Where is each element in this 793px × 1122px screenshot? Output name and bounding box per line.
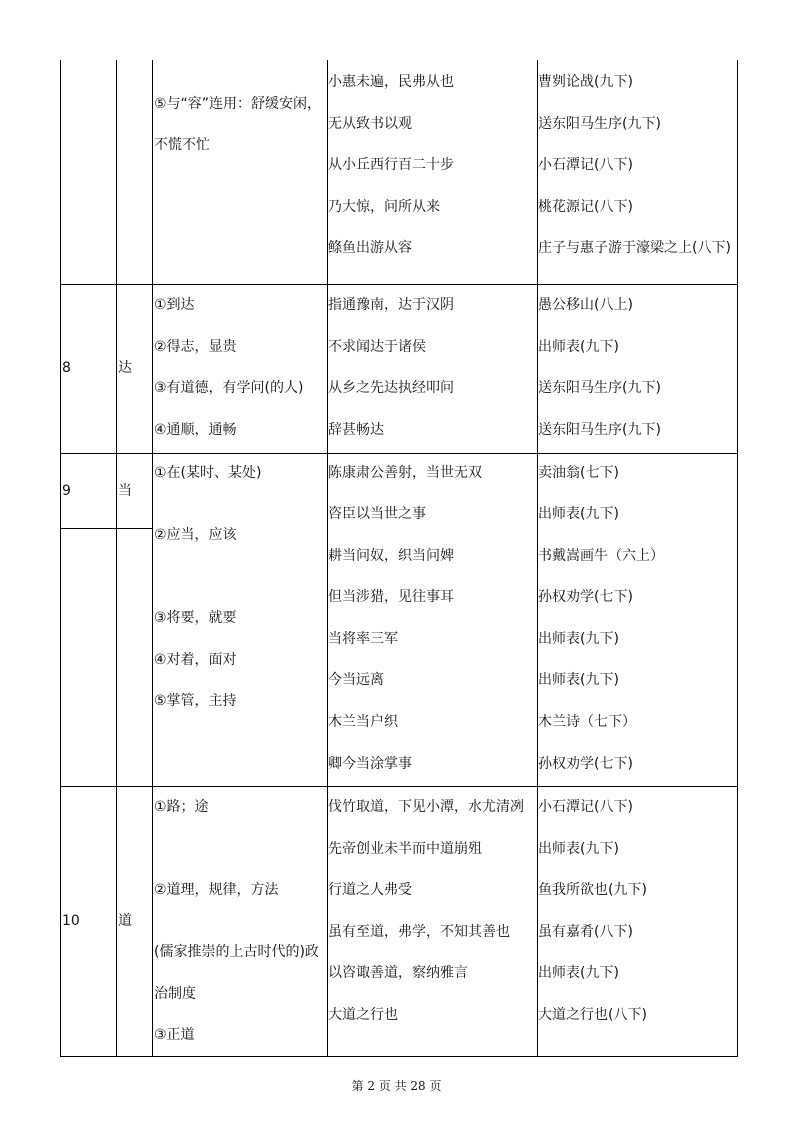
example-sentence: 耕当问奴，织当问婢	[328, 548, 454, 564]
source-text: 送东阳马生序(九下)	[538, 116, 661, 132]
source-text: 愚公移山(八上)	[538, 297, 633, 313]
example-sentence: 今当远离	[328, 672, 384, 688]
source-text: 书戴嵩画牛（六上）	[538, 548, 664, 564]
table-border-right	[737, 60, 738, 1057]
meaning-line: ②应当，应该	[154, 527, 237, 543]
example-sentence: 卿今当涂掌事	[328, 756, 412, 772]
meaning-line: ④对着，面对	[154, 652, 237, 668]
meaning-line: ③将要，就要	[154, 610, 237, 626]
table-border-bottom	[60, 1056, 738, 1057]
source-text: 出师表(九下)	[538, 965, 619, 981]
source-text: 出师表(九下)	[538, 506, 619, 522]
source-text: 出师表(九下)	[538, 339, 619, 355]
meaning-line: ①路；途	[154, 799, 209, 815]
row-divider-7-8	[60, 284, 738, 285]
source-text: 庄子与惠子游于濠梁之上(八下)	[538, 240, 731, 256]
example-sentence: 不求闻达于诸侯	[328, 339, 426, 355]
source-text: 孙权劝学(七下)	[538, 756, 633, 772]
example-sentence: 虽有至道，弗学，不知其善也	[328, 924, 510, 940]
meaning-line: ③正道	[154, 1027, 195, 1043]
col-divider-char	[152, 60, 153, 1057]
col-divider-number	[116, 60, 117, 1057]
source-text: 小石潭记(八下)	[538, 157, 633, 173]
source-text: 送东阳马生序(九下)	[538, 422, 661, 438]
example-sentence: 陈康肃公善射，当世无双	[328, 465, 482, 481]
meaning-line: 不慌不忙	[154, 137, 210, 153]
meaning-line: ①到达	[154, 297, 195, 313]
row-divider-9-10	[60, 786, 738, 787]
example-sentence: 但当涉猎，见往事耳	[328, 589, 454, 605]
example-sentence: 木兰当户织	[328, 714, 398, 730]
source-text: 大道之行也(八下)	[538, 1007, 647, 1023]
source-text: 虽有嘉肴(八下)	[538, 924, 633, 940]
source-text: 送东阳马生序(九下)	[538, 380, 661, 396]
row-character: 当	[118, 483, 132, 499]
row-divider-8-9	[60, 453, 738, 454]
example-sentence: 辞甚畅达	[328, 422, 384, 438]
example-sentence: 乃大惊，问所从来	[328, 199, 440, 215]
row-divider-9-sub	[60, 528, 153, 529]
page-footer: 第 2 页 共 28 页	[351, 1079, 442, 1093]
table-border-left	[60, 60, 61, 1057]
meaning-line: ⑤与“容”连用：舒缓安闲，	[154, 96, 322, 112]
source-text: 鱼我所欲也(九下)	[538, 882, 647, 898]
source-text: 小石潭记(八下)	[538, 799, 633, 815]
source-text: 曹刿论战(九下)	[538, 74, 633, 90]
example-sentence: 从小丘西行百二十步	[328, 157, 454, 173]
source-text: 卖油翁(七下)	[538, 465, 619, 481]
example-sentence: 行道之人弗受	[328, 882, 412, 898]
example-sentence: 小惠未遍，民弗从也	[328, 74, 454, 90]
meaning-line: ②道理，规律，方法	[154, 882, 279, 898]
meaning-line: ②得志，显贵	[154, 339, 237, 355]
source-text: 出师表(九下)	[538, 631, 619, 647]
example-sentence: 当将率三军	[328, 631, 398, 647]
meaning-line: ⑤掌管，主持	[154, 693, 237, 709]
example-sentence: 以咨诹善道，察纳雅言	[328, 965, 468, 981]
example-sentence: 大道之行也	[328, 1007, 398, 1023]
meaning-line: 治制度	[154, 986, 196, 1002]
source-text: 桃花源记(八下)	[538, 199, 633, 215]
source-text: 出师表(九下)	[538, 672, 619, 688]
example-sentence: 指通豫南，达于汉阴	[328, 297, 454, 313]
source-text: 出师表(九下)	[538, 841, 619, 857]
row-number: 9	[62, 483, 71, 499]
source-text: 孙权劝学(七下)	[538, 589, 633, 605]
row-number: 8	[62, 360, 71, 376]
meaning-line: ④通顺，通畅	[154, 422, 237, 438]
example-sentence: 伐竹取道，下见小潭，水尤清冽	[328, 799, 524, 815]
example-sentence: 先帝创业未半而中道崩殂	[328, 841, 482, 857]
meaning-line: (儒家推崇的上古时代的)政	[154, 944, 319, 960]
example-sentence: 咨臣以当世之事	[328, 506, 426, 522]
meaning-line: ①在(某时、某处)	[154, 465, 262, 481]
row-character: 道	[118, 913, 132, 929]
example-sentence: 从乡之先达执经叩问	[328, 380, 454, 396]
example-sentence: 鲦鱼出游从容	[328, 240, 412, 256]
row-number: 10	[62, 913, 80, 929]
source-text: 木兰诗（七下）	[538, 714, 636, 730]
example-sentence: 无从致书以观	[328, 116, 412, 132]
row-character: 达	[118, 360, 132, 376]
meaning-line: ③有道德，有学问(的人)	[154, 380, 304, 396]
